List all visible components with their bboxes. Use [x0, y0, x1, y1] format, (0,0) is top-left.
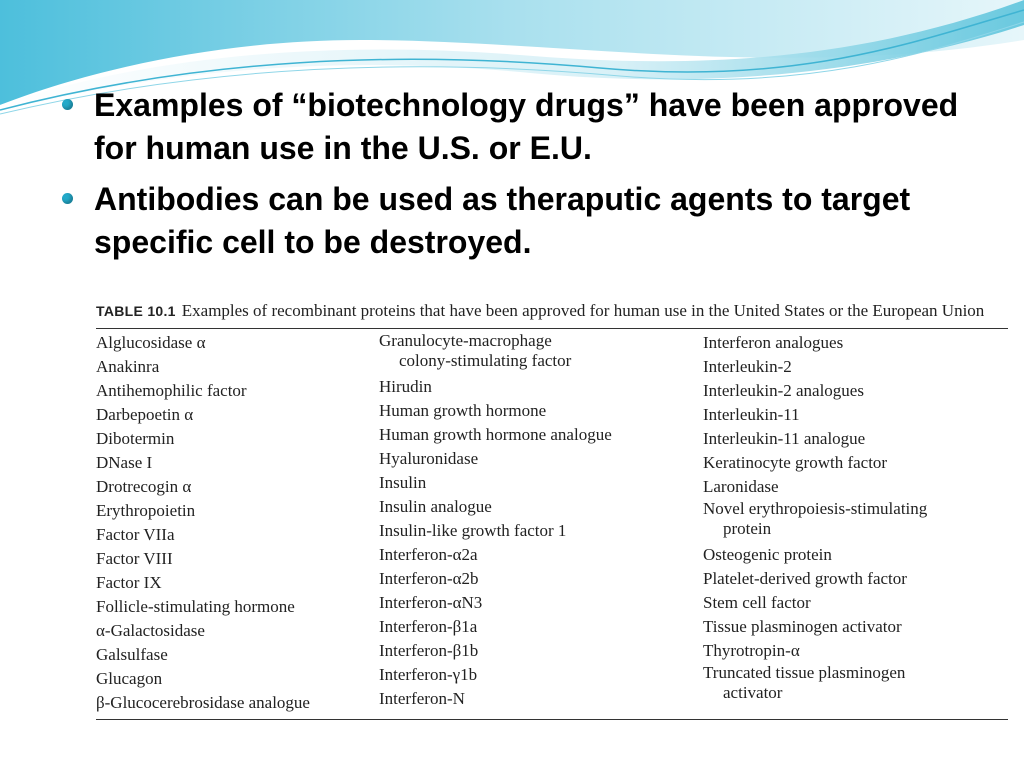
table-cell: Erythropoietin	[96, 501, 196, 520]
table-cell: Hyaluronidase	[379, 449, 479, 468]
table-label: TABLE 10.1	[96, 303, 176, 319]
bullet-text: Examples of “biotechnology drugs” have been approved for human use in the U.S. or E.U.	[94, 87, 959, 166]
table-cell: Interferon-β1a	[379, 617, 478, 636]
table-columns	[96, 329, 1008, 715]
table-cell: Interferon analogues	[703, 333, 844, 352]
table-cell: Anakinra	[96, 357, 160, 376]
table-cell: Interferon-α2b	[379, 569, 479, 588]
table-cell: Interleukin-11 analogue	[703, 429, 866, 448]
table-cell: Interleukin-11	[703, 405, 800, 424]
table-cell: β-Glucocerebrosidase analogue	[96, 693, 310, 712]
table-cell: Insulin	[379, 473, 427, 492]
table-cell: Alglucosidase α	[96, 333, 206, 352]
table-cell: Osteogenic protein	[703, 545, 832, 564]
table-cell: Interleukin-2	[703, 357, 792, 376]
bullet-item-1	[62, 84, 962, 170]
table-column-1	[96, 331, 379, 715]
protein-table	[96, 300, 1008, 720]
table-cell: Granulocyte-macrophage colony-stimulating factor	[379, 331, 572, 370]
table-cell: Antihemophilic factor	[96, 381, 247, 400]
table-cell: Factor IX	[96, 573, 162, 592]
table-cell: Follicle-stimulating hormone	[96, 597, 295, 616]
table-cell: Insulin analogue	[379, 497, 492, 516]
table-cell: Truncated tissue plasminogen activator	[703, 663, 906, 702]
table-cell: Factor VIIa	[96, 525, 175, 544]
table-cell: Dibotermin	[96, 429, 175, 448]
bullet-item-2	[62, 178, 962, 264]
bullet-dot-icon	[62, 193, 73, 204]
table-cell: Galsulfase	[96, 645, 168, 664]
table-bottom-rule	[96, 719, 1008, 720]
table-cell: Hirudin	[379, 377, 432, 396]
table-cell: Human growth hormone analogue	[379, 425, 612, 444]
table-caption-text: Examples of recombinant proteins that have been approved for human use in the United States or the European Union	[181, 301, 985, 320]
table-cell: α-Galactosidase	[96, 621, 205, 640]
bullet-list	[62, 84, 962, 272]
table-cell: Factor VIII	[96, 549, 173, 568]
bullet-text: Antibodies can be used as theraputic agents to target specific cell to be destroyed.	[94, 181, 911, 260]
table-cell: Glucagon	[96, 669, 163, 688]
table-cell: Drotrecogin α	[96, 477, 192, 496]
table-column-3	[703, 331, 1008, 715]
table-cell: Tissue plasminogen activator	[703, 617, 902, 636]
table-cell: Thyrotropin-α	[703, 641, 800, 660]
table-cell: Interleukin-2 analogues	[703, 381, 864, 400]
table-cell: Interferon-αN3	[379, 593, 483, 612]
table-caption	[96, 300, 996, 322]
table-cell: Novel erythropoiesis-stimulating protein	[703, 499, 928, 538]
table-cell: Darbepoetin α	[96, 405, 194, 424]
table-cell: Interferon-α2a	[379, 545, 478, 564]
table-cell: DNase I	[96, 453, 153, 472]
bullet-dot-icon	[62, 99, 73, 110]
table-cell: Interferon-β1b	[379, 641, 479, 660]
table-cell: Insulin-like growth factor 1	[379, 521, 567, 540]
table-cell: Interferon-N	[379, 689, 465, 708]
table-cell: Human growth hormone	[379, 401, 547, 420]
table-cell: Laronidase	[703, 477, 779, 496]
table-cell: Keratinocyte growth factor	[703, 453, 888, 472]
table-cell: Platelet-derived growth factor	[703, 569, 907, 588]
table-cell: Interferon-γ1b	[379, 665, 478, 684]
table-cell: Stem cell factor	[703, 593, 811, 612]
table-column-2	[379, 331, 703, 715]
